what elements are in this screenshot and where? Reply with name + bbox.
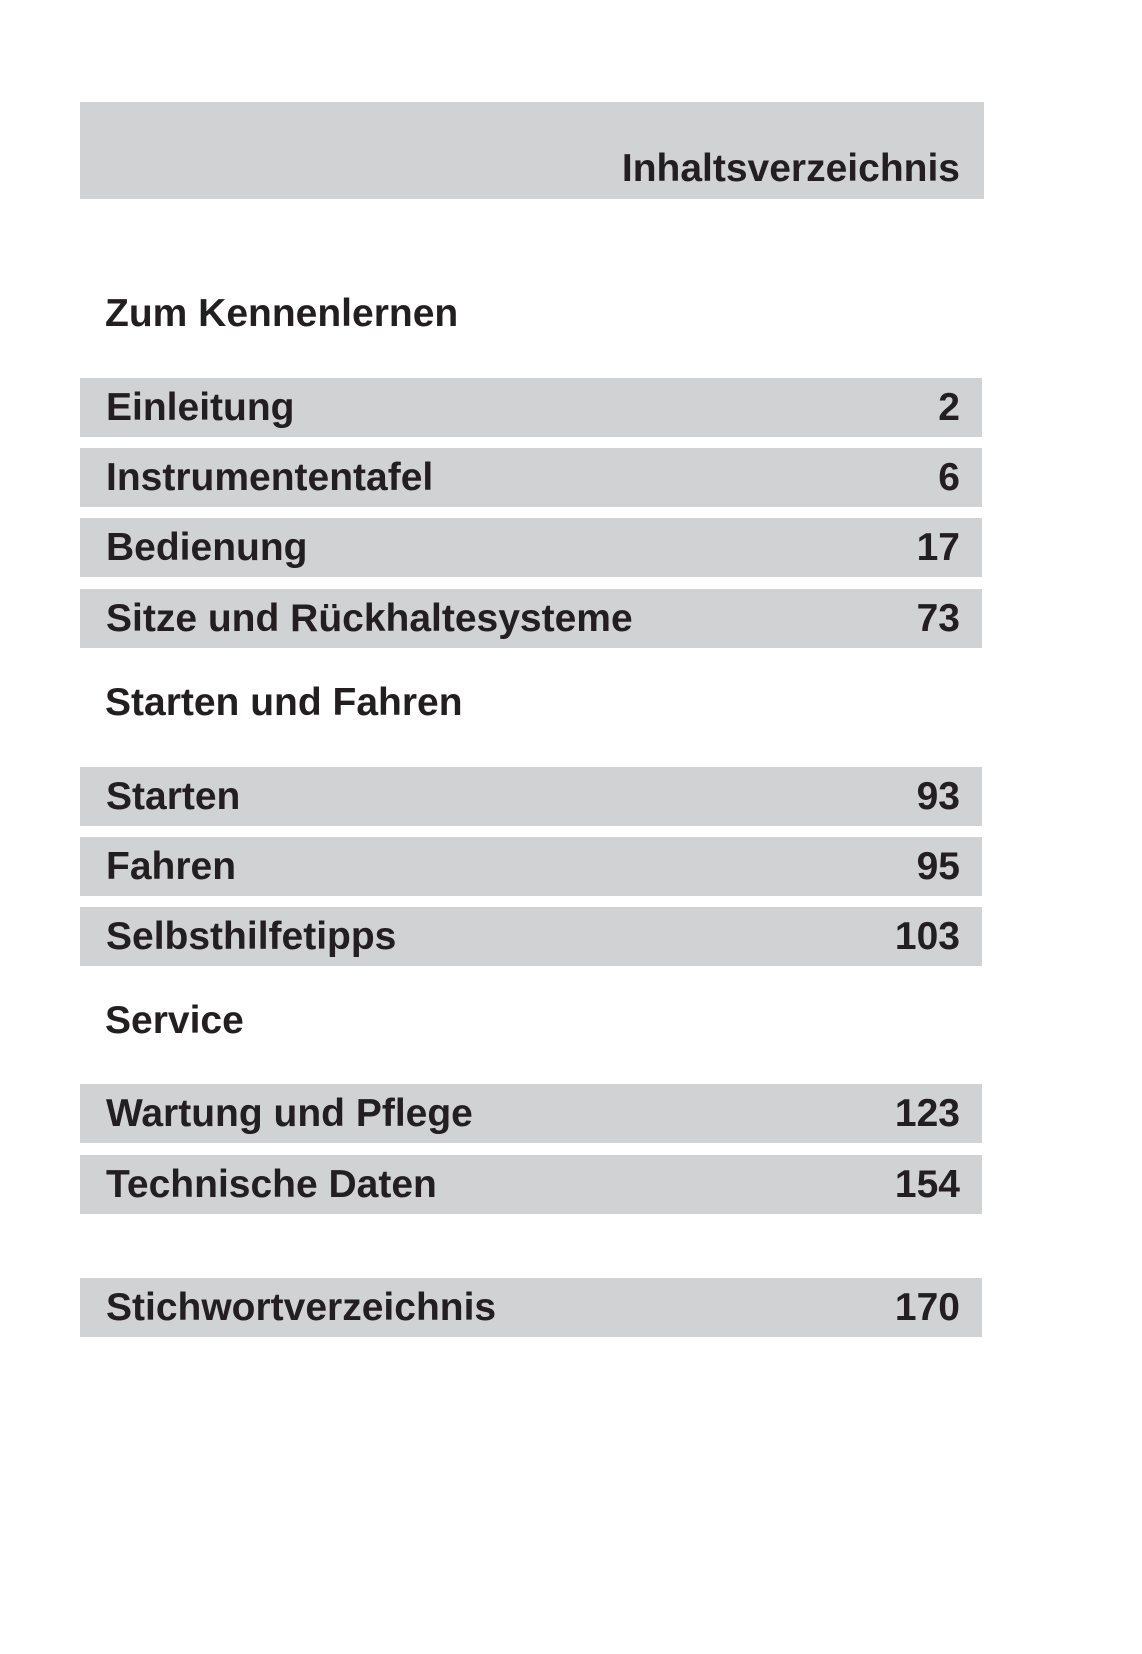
toc-entry-page: 154: [894, 1163, 960, 1206]
toc-entry-label: Wartung und Pflege: [106, 1092, 473, 1135]
toc-entry-page: 73: [916, 597, 960, 640]
section-heading-service: Service: [105, 999, 244, 1042]
toc-entry-selbsthilfetipps[interactable]: [80, 907, 982, 966]
section-heading-zum-kennenlernen: Zum Kennenlernen: [105, 292, 459, 335]
toc-entry-einleitung[interactable]: [80, 378, 982, 437]
toc-entry-label: Fahren: [106, 845, 237, 888]
toc-entry-label: Stichwortverzeichnis: [106, 1286, 497, 1329]
section-heading-starten-und-fahren: Starten und Fahren: [105, 681, 463, 724]
page-title: Inhaltsverzeichnis: [621, 147, 960, 190]
toc-entry-page: 123: [894, 1092, 960, 1135]
toc-entry-label: Instrumententafel: [106, 456, 434, 499]
toc-entry-page: 93: [916, 775, 960, 818]
toc-entry-page: 103: [894, 915, 960, 958]
toc-entry-starten[interactable]: [80, 767, 982, 826]
toc-entry-page: 17: [916, 526, 960, 569]
toc-entry-label: Sitze und Rückhaltesysteme: [106, 597, 633, 640]
toc-entry-bedienung[interactable]: [80, 518, 982, 577]
toc-entry-page: 6: [938, 456, 960, 499]
toc-entry-sitze-und-rueckhaltesysteme[interactable]: [80, 589, 982, 648]
toc-entry-instrumententafel[interactable]: [80, 448, 982, 507]
toc-entry-page: 170: [894, 1286, 960, 1329]
toc-entry-technische-daten[interactable]: [80, 1155, 982, 1214]
toc-entry-label: Bedienung: [106, 526, 308, 569]
toc-entry-label: Einleitung: [106, 386, 295, 429]
toc-entry-label: Selbsthilfetipps: [106, 915, 397, 958]
toc-entry-label: Technische Daten: [106, 1163, 437, 1206]
toc-entry-label: Starten: [106, 775, 241, 818]
toc-entry-fahren[interactable]: [80, 837, 982, 896]
toc-entry-wartung-und-pflege[interactable]: [80, 1084, 982, 1143]
toc-entry-page: 2: [938, 386, 960, 429]
header-band: [80, 102, 984, 199]
toc-entry-stichwortverzeichnis[interactable]: [80, 1278, 982, 1337]
toc-entry-page: 95: [916, 845, 960, 888]
